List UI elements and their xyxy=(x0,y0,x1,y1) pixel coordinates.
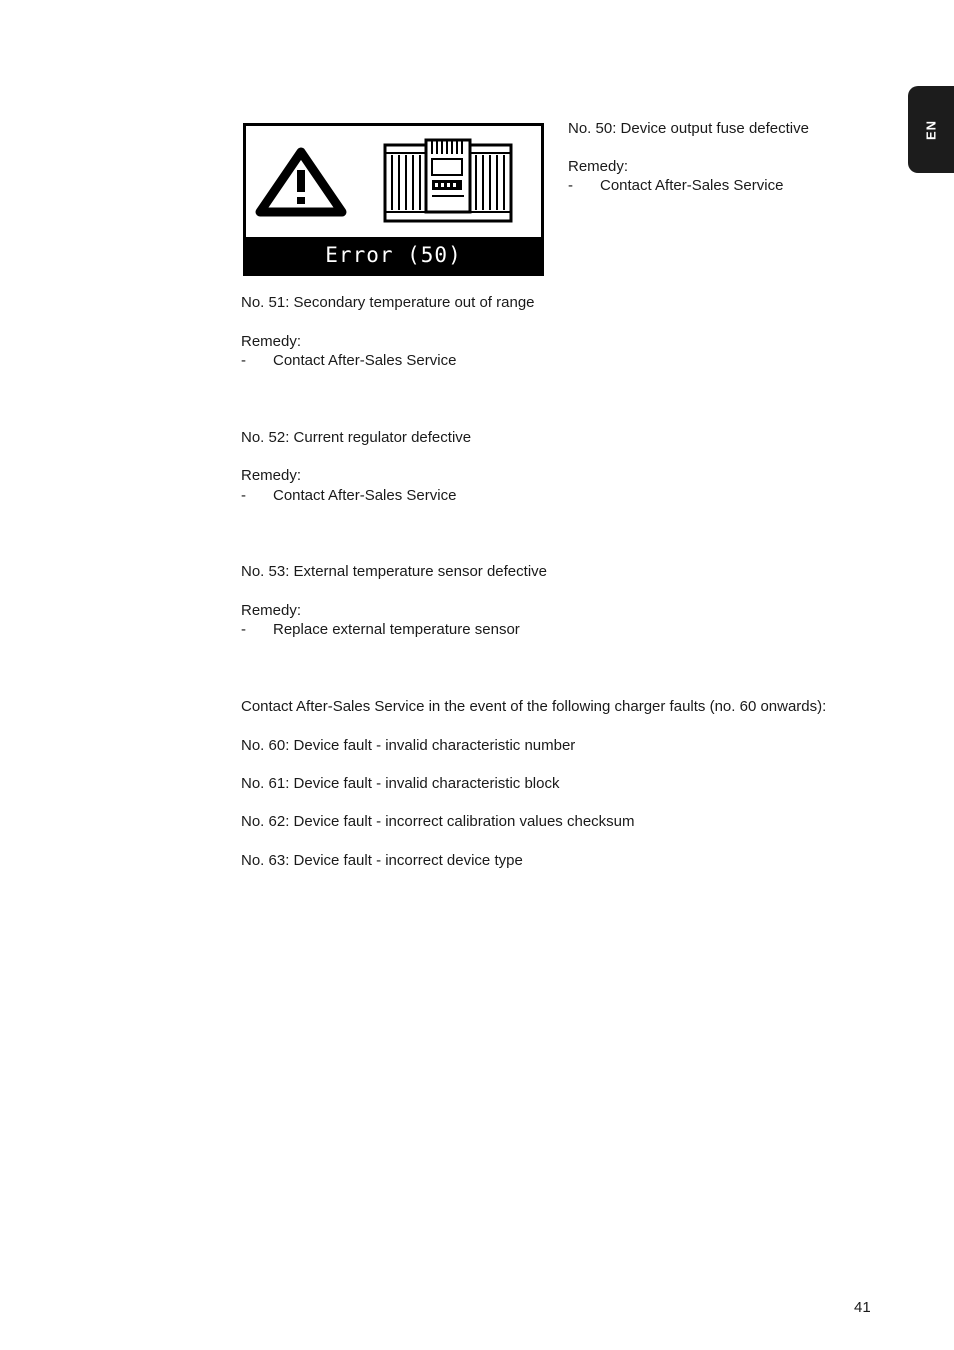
error-53-bullet: - xyxy=(241,621,246,638)
fault-item: No. 60: Device fault - invalid characteristic number xyxy=(241,737,576,754)
error-50-bullet: - xyxy=(568,177,573,194)
fault-item: No. 63: Device fault - incorrect device type xyxy=(241,852,523,869)
display-graphic xyxy=(246,126,541,237)
error-53-title: No. 53: External temperature sensor defective xyxy=(241,563,547,580)
language-tab-label: EN xyxy=(923,119,939,140)
fault-item: No. 61: Device fault - invalid characteristic block xyxy=(241,775,560,792)
error-50-action: Contact After-Sales Service xyxy=(600,177,784,194)
error-51-action: Contact After-Sales Service xyxy=(273,352,457,369)
charger-device-icon xyxy=(385,140,511,221)
charger-faults-intro: Contact After-Sales Service in the event of the following charger faults (no. 60 onwards): xyxy=(241,698,827,715)
page-number: 41 xyxy=(854,1299,871,1316)
error-50-title: No. 50: Device output fuse defective xyxy=(568,120,809,137)
error-53-remedy-label: Remedy: xyxy=(241,602,302,619)
error-52-action: Contact After-Sales Service xyxy=(273,487,457,504)
error-52-bullet: - xyxy=(241,487,246,504)
error-50-remedy-label: Remedy: xyxy=(568,158,629,175)
fault-item: No. 62: Device fault - incorrect calibration values checksum xyxy=(241,813,635,830)
error-51-title: No. 51: Secondary temperature out of range xyxy=(241,294,535,311)
error-51-bullet: - xyxy=(241,352,246,369)
display-error-text: Error (50) xyxy=(246,237,541,273)
error-52-title: No. 52: Current regulator defective xyxy=(241,429,472,446)
error-display xyxy=(243,123,544,276)
language-tab xyxy=(908,86,954,173)
warning-icon xyxy=(260,152,342,212)
error-52-remedy-label: Remedy: xyxy=(241,467,302,484)
error-51-remedy-label: Remedy: xyxy=(241,333,302,350)
error-53-action: Replace external temperature sensor xyxy=(273,621,520,638)
